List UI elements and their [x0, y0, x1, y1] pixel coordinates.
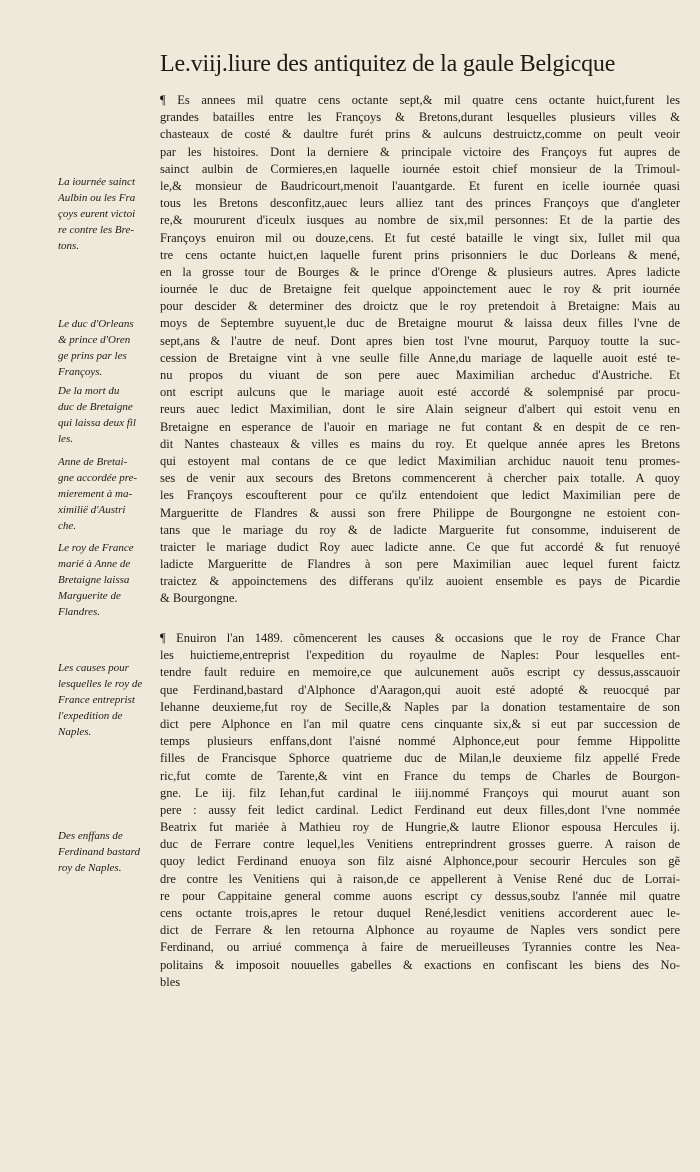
margin-note-line: lesquelles le roy de [58, 678, 143, 690]
margin-note [58, 316, 160, 380]
margin-note-line: tons. [58, 240, 80, 252]
text-line: Iehanne deuxieme,fut roy de Secille,& Naples par la donation testamentaire de son [160, 699, 680, 714]
text-line: politains & imposoit nouuelles gabelles & exactions en confiscant les biens des No- [160, 957, 680, 972]
margin-note [58, 174, 160, 254]
margin-note-line: Le duc d'Orleans [58, 318, 134, 330]
text-line: & Bourgongne. [160, 591, 238, 606]
margin-note-line: De la mort du [58, 385, 120, 397]
text-line: qui estoyent mal contans de ce que ledict Maximilian archiduc nauoit tenu promes- [160, 453, 680, 468]
text-line: tendre fault reduire en memoire,ce que aulcunement auõs escript cy dessus,asscauoir [160, 665, 680, 680]
text-line: les huictieme,entreprist l'expedition du royaulme de Naples: Pour lesquelles ent- [160, 648, 680, 663]
paragraph-2 [160, 630, 680, 991]
margin-note-line: Aulbin ou les Fra [58, 192, 136, 204]
margin-note-line: roy de Naples. [58, 862, 122, 874]
running-header: Le.viij.liure des antiquitez de la gaule Belgicque [160, 51, 616, 77]
margin-note-line: duc de Bretaigne [58, 401, 133, 413]
text-line: ¶ Es annees mil quatre cens octante sept,& mil quatre cens octante huict,furent les [160, 93, 680, 107]
margin-note-line: qui laissa deux fil [58, 417, 136, 429]
margin-note [58, 660, 160, 740]
text-line: pour descider & determiner des droictz que le roy pretendoit à Bretaigne: Mais au [160, 299, 680, 314]
text-line: duc de Ferrare contre lequel,les Venitiens entreprindrent grosses guerre. A raison de [160, 837, 680, 852]
text-line: re pour Cappitaine general comme auons escript cy dessus,soubz l'année mil quatre [160, 888, 680, 903]
text-line: les Françoys escoufterent pour ce qu'ilz entendoient que ledict Maximilian pere de [160, 488, 680, 503]
text-line: cession de Bretaigne vint à vne seulle fille Anne,du mariage de laquelle auoit esté te- [160, 350, 680, 365]
text-line: cens octante trois,apres le retour duquel René,lesdict venitiens accorderent auec le- [160, 906, 680, 920]
text-line: pere : aussy feit ledict cardinal. Ledict Ferdinand eut deux filles,dont l'vne nommée [160, 802, 680, 817]
text-line: dre contre les Venitiens qui à raison,de ce appellerent à Venise René duc de Lorrai- [160, 871, 680, 886]
text-line: dict pere Alphonce en l'an mil quatre cens cinquante six,& si eut par succession de [160, 716, 680, 731]
margin-note-line: Des enffans de [58, 830, 123, 842]
text-line: sept,ans & l'autre de neuf. Dont apres bien tost l'vne mourut, Parquoy toutte la suc- [160, 333, 680, 348]
text-line: re,& moururent d'iceulx iusques au nombre de six,mil personnes: Et de la partie des [160, 213, 680, 228]
margin-note-line: France entreprist [58, 694, 135, 706]
margin-note-line: re contre les Bre- [58, 224, 135, 236]
margin-note-line: l'expedition de [58, 710, 123, 722]
text-line: ont escript aulcuns que le mariage auoit esté accordé & solempnisé par procu- [160, 385, 680, 400]
margin-note-line: ge prins par les [58, 350, 127, 362]
text-line: Margueritte de Flandres & aussi son frere Philippe de Bourgongne ne estoient con- [160, 505, 680, 520]
margin-note-line: & prince d'Oren [58, 334, 131, 346]
text-line: chasteaux de costé & daultre furét prins & aulcuns destruictz,comme on peult veoir [160, 127, 680, 142]
text-line: Beatrix fut mariée à Mathieu roy de Hungrie,& lautre Elionor espousa Hercules ij. [160, 820, 680, 835]
margin-note-line: Naples. [58, 726, 92, 738]
text-line: ses de venir aux secours des Bretons commencerent à chercher paix totalle. A quoy [160, 471, 680, 486]
margin-note-line: Les causes pour [58, 662, 129, 674]
text-line: ladicte Margueritte de Flandres à son pere Maximilian auec lequel furent faictz [160, 557, 680, 572]
text-line: bles [160, 974, 181, 989]
margin-note-line: Ferdinand bastard [58, 846, 140, 858]
text-line: le,& monsieur de Baudricourt,menoit l'auantgarde. Et furent en icelle iournée quasi [160, 178, 680, 193]
text-line: Ferdinand, ou arriué commença à faire de merueilleuses Tyrannies contre les Nea- [160, 940, 680, 955]
text-line: moys de Septembre suyuent,le duc de Bretaigne mourut & laissa deux filles l'vne de [160, 316, 680, 331]
text-line: Bretaigne en esperance de l'auoir en mariage ne fut contant & en despit de ce ren- [160, 419, 680, 434]
text-line: gne. Le iij. filz Iehan,fut cardinal le iiij.nommé Françoys qui mourut auant son [160, 785, 680, 800]
paragraph-1 [160, 92, 680, 608]
margin-note-line: marié à Anne de [58, 558, 131, 570]
text-line: grandes batailles entre les Françoys & Bretons,durant lesquelles plusieurs villes & [160, 110, 680, 125]
text-line: dict de Ferrare & len retourna Alphonce au royaume de Naples vers sondict pere [160, 923, 680, 938]
text-line: tans que le mariage du roy & de ladicte Marguerite fut consomme, induiserent de [160, 522, 680, 537]
text-line: traicter le mariage dudict Roy auec ladicte anne. Ce que fut accordé & fut renuoyé [160, 539, 680, 554]
text-line: reurs auec ledict Maximilian, dont le sire Alain seigneur d'albert qui estoit venu en [160, 402, 680, 417]
margin-note-line: Anne de Bretai- [58, 456, 128, 468]
margin-note-line: Bretaigne laissa [58, 574, 130, 586]
text-line: Françoys enuiron mil ou douze,cens. Et fut cesté bataille le vingt six, Iullet mil qua [160, 230, 680, 245]
text-line: traictez & appoinctemens des differans qu'ilz auoient ensemble es pays de Picardie [160, 574, 680, 589]
margin-note [58, 828, 160, 876]
text-line: en la grosse tour de Bourges & le prince d'Orenge & plusieurs autres. Apres ladicte [160, 264, 680, 279]
margin-note-line: çoys eurent victoi [58, 208, 136, 220]
text-line: quoy ledict Ferdinand enuoya son filz aisné Alphonce,pour secourir Hercules son gẽ [160, 854, 680, 869]
margin-note-line: mierement à ma- [58, 488, 133, 500]
text-line: sainct aulbin de Cormieres,en laquelle iournée estoit chief monsieur de la Trimoul- [160, 161, 680, 176]
margin-note [58, 454, 160, 534]
margin-note-line: les. [58, 433, 73, 445]
margin-note-line: La iournée sainct [58, 176, 135, 188]
text-line: nu propos du viuant de son pere auec Maximilian archeduc d'Austriche. Et [160, 368, 680, 382]
text-line: temps plusieurs enffans,dont l'aisné nommé Alphonce,eut pour femme Hippolitte [160, 734, 680, 749]
margin-note [58, 540, 160, 620]
text-line: dit Nantes chasteaux & villes es mains du roy. Et quelque année apres les Bretons [160, 436, 680, 451]
text-line: iournée le duc de Bretaigne feit quelque appoinctement auec le roy & prit iournée [160, 282, 680, 297]
margin-note-line: Le roy de France [58, 542, 134, 554]
text-line: filles de Francisque Sphorce quatrieme duc de Milan,le deuxieme filz appellé Frede [160, 751, 680, 766]
text-line: tous les Bretons desconfitz,auec leurs alliez tant des princes Françoys que d'angleter [160, 196, 680, 211]
margin-note-line: Marguerite de [58, 590, 121, 602]
margin-note-line: gne accordée pre- [58, 472, 138, 484]
text-line: tre cens octante huict,en laquelle furent prins prisonniers le duc Dorleans & mené, [160, 247, 680, 262]
margin-note-line: ximilië d'Austri [58, 504, 126, 516]
margin-note-line: Flandres. [58, 606, 101, 618]
margin-note [58, 383, 160, 447]
text-line: par les histoires. Dont la derniere & principale victoire des Françoys fut aupres de [160, 144, 680, 159]
margin-note-line: Françoys. [58, 366, 103, 378]
text-line: ¶ Enuiron l'an 1489. cõmencerent les causes & occasions que le roy de France Char [160, 631, 680, 645]
text-line: ric,fut comte de Tarente,& vint en France du temps de Charles de Bourgon- [160, 768, 680, 783]
margin-note-line: che. [58, 520, 77, 532]
text-line: que Ferdinand,bastard d'Alphonce d'Aaragon,qui auoit esté adopté & reuocqué par [160, 682, 680, 697]
